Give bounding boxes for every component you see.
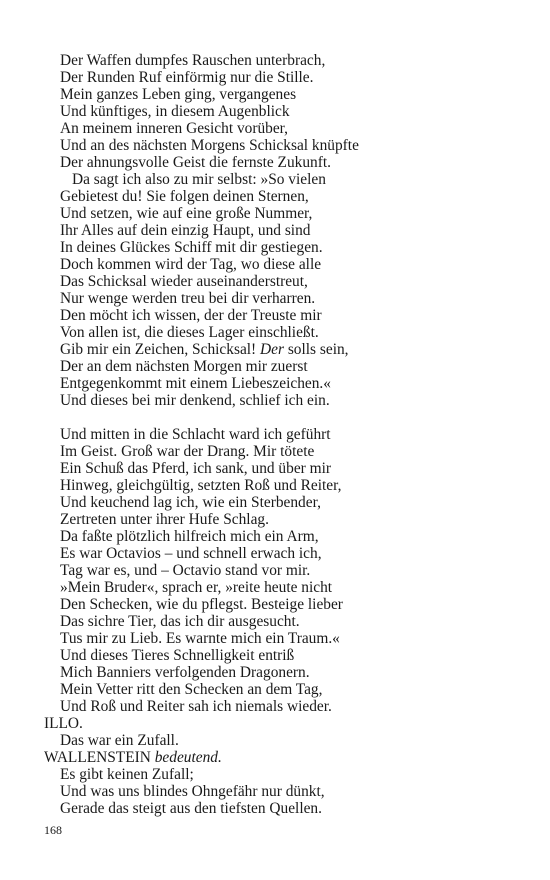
verse-line: Mich Banniers verfolgenden Dragonern. — [60, 664, 310, 681]
verse-line: Und an des nächsten Morgens Schicksal knüpfte — [60, 137, 359, 154]
verse-line: In deines Glückes Schiff mit dir gestiegen. — [60, 239, 323, 256]
verse-line: Nur wenge werden treu bei dir verharren. — [60, 290, 316, 307]
verse-line: Es gibt keinen Zufall; — [60, 766, 194, 783]
verse-text: solls sein, — [283, 341, 349, 358]
verse-line: Entgegenkommt mit einem Liebeszeichen.« — [60, 375, 331, 392]
verse-line: Hinweg, gleichgültig, setzten Roß und Reiter, — [60, 477, 342, 494]
verse-line: Und keuchend lag ich, wie ein Sterbender, — [60, 494, 321, 511]
verse-line: Mein Vetter ritt den Schecken an dem Tag, — [60, 681, 323, 698]
verse-line: Zertreten unter ihrer Hufe Schlag. — [60, 511, 269, 528]
verse-line: Und dieses bei mir denkend, schlief ich ein. — [60, 392, 330, 409]
verse-line: Und künftiges, in diesem Augenblick — [60, 103, 290, 120]
stage-direction: bedeutend. — [154, 749, 222, 766]
verse-line: Doch kommen wird der Tag, wo diese alle — [60, 256, 322, 273]
verse-line: Tag war es, und – Octavio stand vor mir. — [60, 562, 311, 579]
verse-line: Und setzen, wie auf eine große Nummer, — [60, 205, 313, 222]
verse-line: Von allen ist, die dieses Lager einschließt. — [60, 324, 319, 341]
verse-line: Den möcht ich wissen, der der Treuste mir — [60, 307, 322, 324]
verse-line: Den Schecken, wie du pflegst. Besteige lieber — [60, 596, 343, 613]
verse-line: Und Roß und Reiter sah ich niemals wieder. — [60, 698, 332, 715]
verse-line: Mein ganzes Leben ging, vergangenes — [60, 86, 297, 103]
verse-line: Das war ein Zufall. — [60, 732, 179, 749]
verse-line: Das Schicksal wieder auseinanderstreut, — [60, 273, 308, 290]
verse-line: Und was uns blindes Ohngefähr nur dünkt, — [60, 783, 325, 800]
verse-line: Der Runden Ruf einförmig nur die Stille. — [60, 69, 314, 86]
page-number: 168 — [44, 823, 62, 837]
verse-line: Da faßte plötzlich hilfreich mich ein Arm, — [60, 528, 319, 545]
verse-line: Gerade das steigt aus den tiefsten Quellen. — [60, 800, 322, 817]
verse-text: Gib mir ein Zeichen, Schicksal! — [60, 341, 261, 358]
speaker-name: WALLENSTEIN — [44, 749, 151, 766]
verse-line: Tus mir zu Lieb. Es warnte mich ein Traum.« — [60, 630, 340, 647]
verse-line: Im Geist. Groß war der Drang. Mir tötete — [60, 443, 315, 460]
emphasis-word: Der — [260, 341, 284, 358]
speaker-name: ILLO. — [44, 715, 83, 732]
verse-line: Und mitten in die Schlacht ward ich geführt — [60, 426, 331, 443]
verse-line: Es war Octavios – und schnell erwach ich, — [60, 545, 322, 562]
verse-line: Und dieses Tieres Schnelligkeit entriß — [60, 647, 295, 664]
verse-line: Ihr Alles auf dein einzig Haupt, und sind — [60, 222, 311, 239]
verse-line: Gebietest du! Sie folgen deinen Sternen, — [60, 188, 309, 205]
verse-line: Der an dem nächsten Morgen mir zuerst — [60, 358, 308, 375]
verse-line: Der ahnungsvolle Geist die fernste Zukunft. — [60, 154, 331, 171]
verse-line: Ein Schuß das Pferd, ich sank, und über mir — [60, 460, 331, 477]
verse-line-with-emphasis — [60, 341, 349, 358]
verse-line-indented: Da sagt ich also zu mir selbst: »So vielen — [72, 171, 326, 188]
verse-line: »Mein Bruder«, sprach er, »reite heute nicht — [60, 579, 333, 596]
verse-line: An meinem inneren Gesicht vorüber, — [60, 120, 289, 137]
verse-line: Der Waffen dumpfes Rauschen unterbrach, — [60, 52, 326, 69]
verse-line: Das sichre Tier, das ich dir ausgesucht. — [60, 613, 300, 630]
speaker-line — [44, 749, 222, 766]
